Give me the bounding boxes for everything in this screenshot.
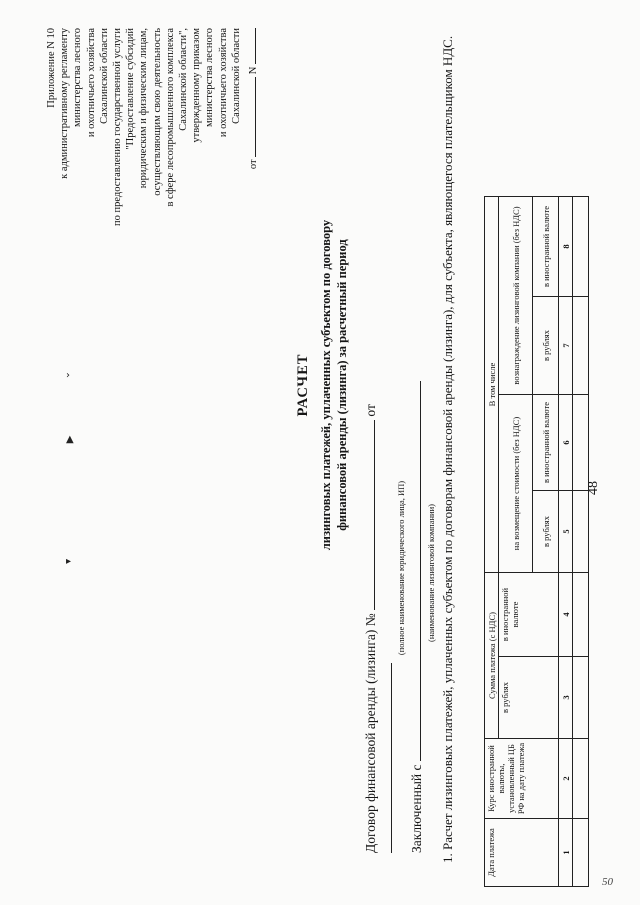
section-paragraph: 1. Расчет лизинговых платежей, уплаченных субъектом по договорам финансовой аренды (лизинга), для субъекта, являющегося плательщиком НДС.: [440, 35, 455, 863]
subtitle-line: лизинговых платежей, уплаченных субъектом по договору: [319, 219, 333, 551]
table-cell: [573, 197, 589, 297]
column-number: 6: [559, 395, 573, 491]
table-cell: [573, 739, 589, 819]
appendix-line: и охотничьего хозяйства: [217, 28, 229, 138]
table-cell: [573, 395, 589, 491]
subtitle-line: финансовой аренды (лизинга) за расчетный период: [335, 239, 349, 531]
appendix-line: осуществляющим свою деятельность: [151, 28, 163, 196]
header-sum-rub: в рублях: [499, 657, 559, 739]
concluded-line: [408, 333, 425, 853]
header-sum-foreign: в иностранной валюте: [499, 573, 559, 657]
scan-mark: ▸: [66, 556, 72, 567]
payments-table: [484, 196, 589, 887]
header-rate: Курс иностранной валюты, установленный ЦБ РФ на дату платежа: [485, 739, 559, 819]
scan-mark: ▲: [66, 434, 74, 445]
column-number: 8: [559, 197, 573, 297]
appendix-line: министерства лесного: [204, 28, 216, 128]
column-number: 5: [559, 491, 573, 573]
column-number-row: [559, 197, 573, 887]
column-number: 2: [559, 739, 573, 819]
table-cell: [573, 297, 589, 395]
contract-label: Договор финансовой аренды (лизинга) №: [363, 613, 378, 853]
appendix-line: Приложение N 10: [46, 28, 57, 108]
appendix-line: по предоставлению государственной услуги: [112, 28, 124, 226]
table-cell: [573, 491, 589, 573]
document-subtitle: [318, 105, 350, 665]
header-reward-rub: в рублях: [533, 297, 559, 395]
concluded-label: Заключенный с: [409, 764, 424, 853]
appendix-line: и охотничьего хозяйства: [85, 28, 97, 138]
appendix-line: к административному регламенту: [59, 28, 71, 179]
appendix-header: [45, 28, 260, 300]
page-number: 50: [602, 876, 613, 888]
appendix-line: Сахалинской области",: [178, 28, 190, 131]
column-number: 7: [559, 297, 573, 395]
contract-date-blank: [379, 663, 392, 853]
header-including: В том числе: [485, 197, 499, 573]
appendix-line: в сфере лесопромышленного комплекса: [164, 28, 176, 207]
column-number: 1: [559, 819, 573, 887]
table-cell: [573, 819, 589, 887]
appendix-line: министерства лесного: [72, 28, 84, 128]
appendix-line: Сахалинской области: [98, 28, 110, 124]
concluded-caption: (наименование лизинговой компании): [426, 504, 436, 642]
appendix-reference: [245, 28, 260, 300]
appendix-line: юридическим и физическим лицам,: [138, 28, 150, 189]
number-blank: [245, 28, 256, 64]
contract-area: [362, 333, 436, 853]
header-reimb-foreign: в иностранной валюте: [533, 395, 559, 491]
header-reimbursement: на возмещение стоимости (без НДС): [499, 395, 533, 573]
contract-caption: (полное наименование юридического лица, ИП): [396, 480, 406, 656]
header-reward-foreign: в иностранной валюте: [533, 197, 559, 297]
table-cell: [573, 657, 589, 739]
header-sum: Сумма платежа (с НДС): [485, 573, 499, 739]
header-date: Дата платежа: [485, 819, 559, 887]
header-reward: вознаграждение лизинговой компании (без НДС): [499, 197, 533, 395]
header-reimb-rub: в рублях: [533, 491, 559, 573]
column-number: 4: [559, 573, 573, 657]
appendix-line: утвержденному приказом: [191, 28, 203, 143]
contract-number-blank: [362, 420, 375, 610]
table-row: [573, 197, 589, 887]
scan-mark: ›: [66, 370, 70, 381]
table-cell: [573, 573, 589, 657]
table-header-row: [485, 197, 499, 887]
document-title: РАСЧЕТ: [295, 353, 311, 417]
appendix-line: "Предоставление субсидий: [125, 28, 137, 150]
appendix-from-label: от: [248, 159, 260, 170]
date-blank: [245, 77, 256, 157]
appendix-line: Сахалинской области: [230, 28, 242, 124]
lessor-blank: [408, 381, 421, 761]
contract-line: [362, 333, 396, 853]
appendix-number-label: N: [248, 66, 260, 75]
contract-from-label: от: [363, 404, 378, 417]
column-number: 3: [559, 657, 573, 739]
title-block: [295, 105, 350, 665]
stamp-number: 48: [586, 481, 601, 495]
